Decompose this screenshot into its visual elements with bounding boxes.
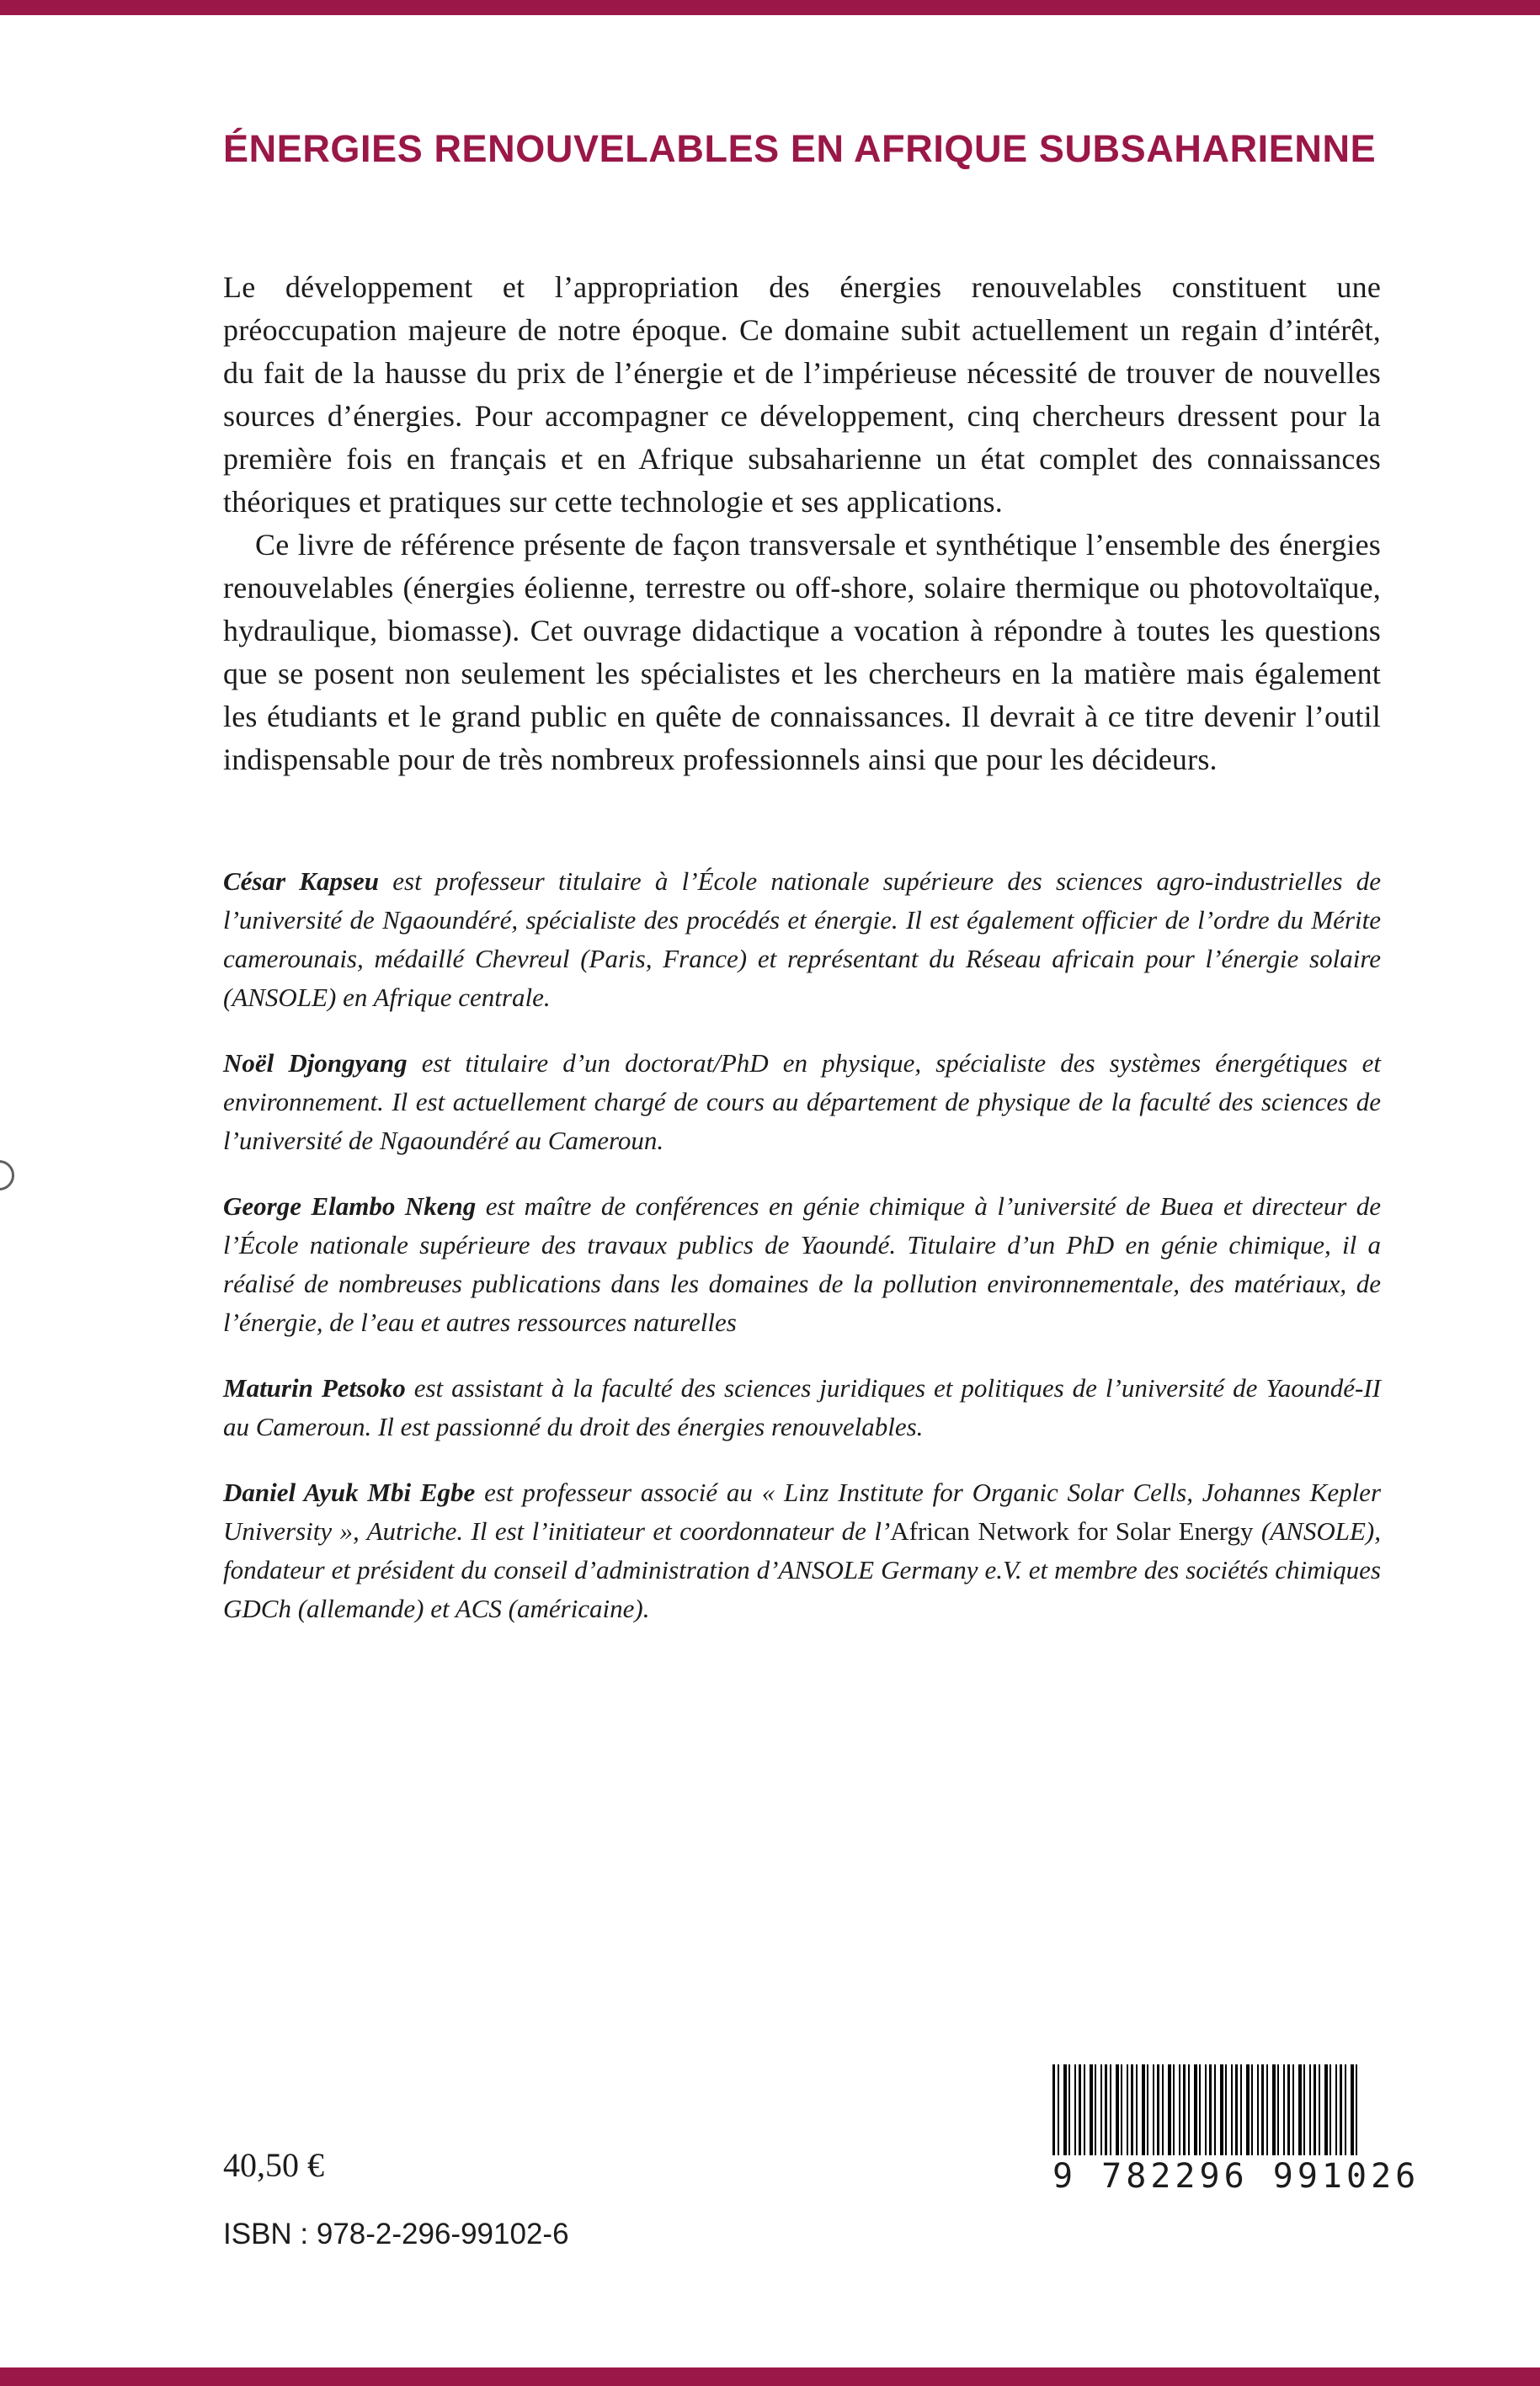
top-border-bar (0, 0, 1540, 15)
description-paragraph-2: Ce livre de référence présente de façon transversale et synthétique l’ensemble des énergies renouvelables (énergies éolienne, terrestre ou off-shore, solaire thermique ou photovoltaïque, hydraulique, biomasse). Cet ouvrage didactique a vocation à répondre à toutes les questions que se posent non seulement les spécialistes et les chercheurs en la matière mais également les étudiants et le grand public en quête de connaissances. Il devrait à ce titre devenir l’outil indispensable pour de très nombreux professionnels ainsi que pour les décideurs. (223, 528, 1381, 776)
page-title: ÉNERGIES RENOUVELABLES EN AFRIQUE SUBSAHARIENNE (223, 127, 1377, 170)
author-name: George Elambo Nkeng (223, 1191, 477, 1221)
author-bio-text: est titulaire d’un doctorat/PhD en physique, spécialiste des systèmes énergétiques et environnement. Il est actuellement chargé de cours au département de physique de la faculté des sciences de l’université de Ngaoundéré au Cameroun. (223, 1048, 1382, 1155)
author-bio-text: est professeur titulaire à l’École nationale supérieure des sciences agro-industrielles de l’université de Ngaoundéré, spécialiste des procédés et énergie. Il est également officier de l’ordre du Mérite camerounais, médaillé Chevreul (Paris, France) et représentant du Réseau africain pour l’énergie solaire (ANSOLE) en Afrique centrale. (223, 866, 1381, 1012)
author-bio-text: est assistant à la faculté des sciences juridiques et politiques de l’université de Yaoundé-II au Cameroun. Il est passionné du droit des énergies renouvelables. (223, 1373, 1382, 1441)
bio-text-italic-2: (ANSOLE), fondateur et président du conseil d’administration d’ANSOLE Germany e.V. et membre des sociétés chimiques GDCh (allemande) et ACS (américaine). (223, 1516, 1382, 1623)
cover-content (223, 126, 1381, 1655)
author-bio-nkeng (223, 1187, 1381, 1342)
barcode (1047, 2061, 1420, 2197)
bottom-border-bar (0, 2367, 1540, 2386)
edge-mark (0, 1160, 14, 1190)
author-name: Maturin Petsoko (223, 1373, 406, 1403)
author-bio-text: est maître de conférences en génie chimique à l’université de Buea et directeur de l’École nationale supérieure des travaux publics de Yaoundé. Titulaire d’un PhD en génie chimique, il a réalisé de nombreuses publications dans les domaines de la pollution environnementale, des matériaux, de l’énergie, de l’eau et autres ressources naturelles (223, 1191, 1382, 1337)
author-bio-djongyang (223, 1044, 1381, 1160)
barcode-number: 9 782296 991026 (1052, 2157, 1420, 2196)
description-paragraph-1: Le développement et l’appropriation des énergies renouvelables constituent une préoccupation majeure de notre époque. Ce domaine subit actuellement un regain d’intérêt, du fait de la hausse du prix de l’énergie et de l’impérieuse nécessité de trouver de nouvelles sources d’énergies. Pour accompagner ce développement, cinq chercheurs dressent pour la première fois en français et en Afrique subsaharienne un état complet des connaissances théoriques et pratiques sur cette technologie et ses applications. (223, 270, 1381, 519)
author-name: César Kapseu (223, 866, 380, 896)
price: 40,50 € (223, 2146, 324, 2184)
author-name: Daniel Ayuk Mbi Egbe (223, 1478, 476, 1507)
bio-text-italic-1: est professeur associé au « Linz Institute for Organic Solar Cells, Johannes Kepler University », Autriche. Il est l’initiateur et coordonnateur de l’ (223, 1478, 1382, 1546)
author-name: Noël Djongyang (223, 1048, 408, 1078)
barcode-bars (1052, 2064, 1358, 2155)
bio-text-roman: African Network for Solar Energy (890, 1516, 1254, 1546)
description-block (223, 266, 1381, 781)
author-bio-egbe (223, 1473, 1381, 1628)
isbn: ISBN : 978-2-296-99102-6 (223, 2218, 569, 2250)
author-bio-petsoko (223, 1369, 1381, 1446)
author-bio-kapseu (223, 862, 1381, 1017)
author-bios (223, 862, 1381, 1628)
